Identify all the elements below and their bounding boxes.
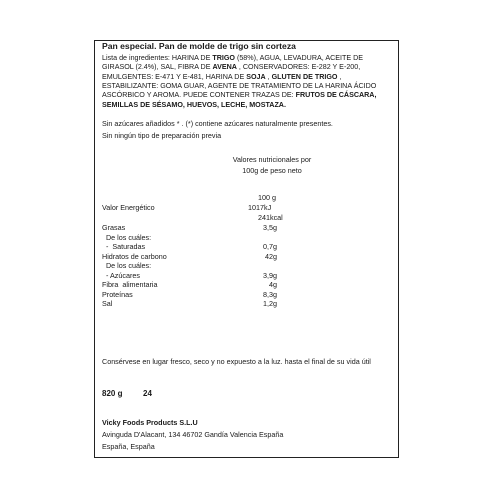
ingredient-text: , ESTABILIZANTE: GOMA GUAR, AGENTE DE TRATAMIENTO DE LA HARINA ÁCIDO ASCÓRBICO Y AROMA. PUEDE CONTENER TRAZAS DE:	[102, 72, 377, 100]
energy-kcal: 241kcal	[258, 213, 283, 222]
energy-kj: 1017kJ	[248, 203, 272, 212]
nutrition-row-label: De los cuáles:	[102, 232, 152, 242]
allergen-text: SOJA	[246, 72, 266, 81]
sugar-note: Sin azúcares añadidos * . (*) contiene azúcares naturalmente presentes.	[102, 119, 333, 128]
product-title: Pan especial. Pan de molde de trigo sin corteza	[102, 41, 296, 51]
nutrition-row-label: - Azúcares	[102, 270, 140, 280]
nutrition-row-value: 42g	[265, 251, 277, 261]
nutrition-row-value: 4g	[269, 280, 277, 289]
allergen-text: AVENA	[212, 63, 237, 72]
storage-note: Consérvese en lugar fresco, seco y no expuesto a la luz. hasta el final de su vida útil	[102, 357, 371, 366]
ingredient-text: ,	[265, 72, 272, 81]
allergen-text: FRUTOS DE CÁSCARA, SEMILLAS DE SÉSAMO, HUEVOS, LECHE, MOSTAZA.	[102, 91, 377, 109]
nutrition-row-value: 1,2g	[263, 299, 277, 308]
nutrition-row-label: Sal	[102, 299, 113, 308]
company-address: Avinguda D'Alacant, 134 46702 Gandía Valencia España	[102, 430, 284, 439]
nutrition-row-value: 8,3g	[263, 289, 277, 299]
nutrition-row-label: De los cuáles:	[102, 261, 152, 270]
nutrition-column-unit: 100 g	[258, 193, 276, 202]
nutrition-row-label: Fibra alimentaria	[102, 280, 158, 289]
nutrition-header-line1: Valores nutricionales por	[232, 155, 312, 164]
ingredient-text: , CONSERVADORES: E-282 Y E-200, EMULGENTES: E-471 Y E-481, HARINA DE	[102, 63, 361, 81]
unit-count: 24	[143, 389, 152, 398]
allergen-text: TRIGO	[212, 54, 235, 62]
nutrition-row-label: Proteínas	[102, 289, 133, 299]
nutrition-row-label: Grasas	[102, 223, 126, 232]
nutrition-row-label: - Saturadas	[102, 242, 146, 251]
net-weight: 820 g	[102, 389, 123, 398]
preparation-note: Sin ningún tipo de preparación previa	[102, 131, 222, 140]
energy-label: Valor Energético	[102, 203, 155, 212]
company-country: España, España	[102, 442, 155, 451]
nutrition-header-line2: 100g de peso neto	[242, 166, 302, 175]
nutrition-row-value: 3,5g	[263, 223, 277, 232]
ingredients-list	[102, 54, 394, 110]
nutrition-row-value: 3,9g	[263, 270, 277, 280]
allergen-text: GLUTEN DE TRIGO	[271, 72, 338, 81]
nutrition-row-value: 0,7g	[263, 242, 277, 251]
ingredient-text: (58%), AGUA, LEVADURA, ACEITE DE GIRASOL (2.4%), SAL, FIBRA DE	[102, 54, 364, 72]
company-name: Vicky Foods Products S.L.U	[102, 418, 198, 427]
nutrition-row-label: Hidratos de carbono	[102, 251, 167, 261]
ingredient-text: Lista de ingredientes: HARINA DE	[102, 54, 213, 62]
